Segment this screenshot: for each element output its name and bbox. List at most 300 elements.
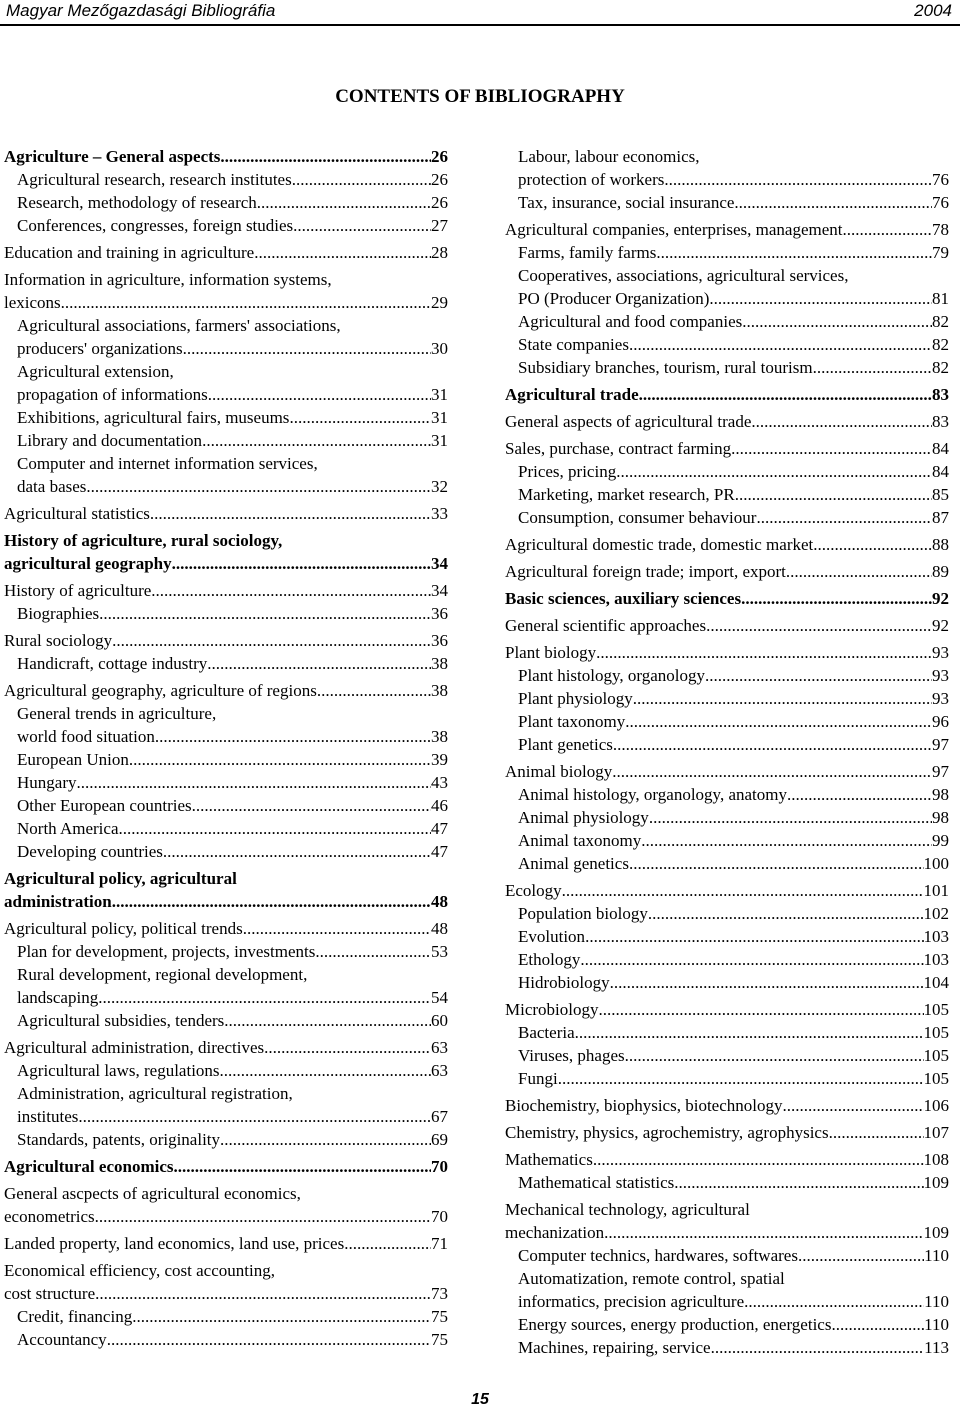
toc-entry-line [505, 1221, 949, 1244]
toc-entry-text: protection of workers [518, 170, 665, 189]
toc-page-number: 96 [932, 712, 949, 731]
toc-entry-text: Mathematics [505, 1150, 593, 1169]
toc-entry-text: European Union [17, 750, 129, 769]
toc-entry-text: Ethology [518, 950, 581, 969]
toc-page-number: 63 [431, 1061, 448, 1080]
toc-page-number: 97 [932, 762, 949, 781]
toc-entry-text: Consumption, consumer behaviour [518, 508, 757, 527]
toc-entry[interactable] [4, 748, 448, 771]
toc-entry-text: Plant histology, organology [518, 666, 705, 685]
toc-page-number: 26 [431, 147, 448, 166]
toc-page-number: 110 [924, 1246, 949, 1265]
toc-entry-text: Agricultural statistics [4, 504, 150, 523]
toc-entry[interactable] [505, 264, 949, 310]
toc-entry-text: Agriculture – General aspects [4, 147, 221, 166]
toc-entry-text: Agricultural administration, directives [4, 1038, 265, 1057]
dot-leader [664, 168, 932, 191]
toc-entry[interactable] [505, 614, 949, 637]
toc-entry-text: Computer technics, hardwares, softwares [518, 1246, 798, 1265]
dot-leader [112, 890, 431, 913]
toc-entry-text: Ecology [505, 881, 562, 900]
toc-entry[interactable] [505, 1148, 949, 1171]
toc-entry-text: Agricultural foreign trade; import, export [505, 562, 786, 581]
toc-entry[interactable] [4, 145, 448, 168]
toc-page-number: 70 [431, 1207, 448, 1226]
dot-leader [172, 552, 431, 575]
toc-entry-text: econometrics [4, 1207, 95, 1226]
toc-entry-line [4, 1128, 448, 1151]
toc-entry-line [4, 429, 448, 452]
toc-entry-line [4, 867, 448, 890]
dot-leader [76, 771, 431, 794]
toc-entry[interactable] [4, 679, 448, 702]
toc-entry-text: Tax, insurance, social insurance [518, 193, 735, 212]
toc-entry-line [505, 333, 949, 356]
toc-entry[interactable] [505, 383, 949, 406]
toc-entry-text: Exhibitions, agricultural fairs, museums [17, 408, 290, 427]
toc-entry-text: Administration, agricultural registration, [17, 1084, 293, 1103]
toc-entry-line [4, 629, 448, 652]
toc-entry[interactable] [4, 1082, 448, 1128]
toc-entry[interactable] [505, 241, 949, 264]
toc-entry[interactable] [505, 1021, 949, 1044]
toc-page-number: 109 [923, 1173, 949, 1192]
toc-entry[interactable] [4, 579, 448, 602]
toc-page-number: 81 [932, 289, 949, 308]
toc-entry-text: Energy sources, energy production, energetics [518, 1315, 832, 1334]
toc-entry[interactable] [505, 710, 949, 733]
toc-entry[interactable] [505, 587, 949, 610]
toc-entry[interactable] [505, 218, 949, 241]
dot-leader [610, 971, 924, 994]
toc-entry[interactable] [4, 1009, 448, 1032]
toc-page-number: 32 [431, 477, 448, 496]
toc-page-number: 82 [932, 358, 949, 377]
toc-entry-line [505, 710, 949, 733]
toc-entry-line [505, 829, 949, 852]
toc-entry-line [4, 771, 448, 794]
toc-entry[interactable] [4, 602, 448, 625]
toc-entry[interactable] [4, 629, 448, 652]
dot-leader [782, 1094, 923, 1117]
toc-entry-line [505, 1244, 949, 1267]
toc-page-number: 76 [932, 170, 949, 189]
dot-leader [744, 1290, 924, 1313]
toc-entry-text: data bases [17, 477, 87, 496]
toc-entry-line [4, 1305, 448, 1328]
toc-entry[interactable] [4, 1328, 448, 1351]
toc-entry[interactable] [4, 241, 448, 264]
toc-entry-text: Agricultural research, research institutes [17, 170, 292, 189]
dot-leader [575, 1021, 924, 1044]
toc-entry-line [4, 268, 448, 291]
dot-leader [709, 287, 932, 310]
toc-entry-line [505, 437, 949, 460]
toc-entry-text: Animal biology [505, 762, 613, 781]
toc-entry-line [4, 986, 448, 1009]
toc-entry-text: Plant biology [505, 643, 597, 662]
toc-page-number: 79 [932, 243, 949, 262]
toc-entry-line [4, 679, 448, 702]
dot-leader [742, 310, 932, 333]
toc-entry-line [4, 502, 448, 525]
toc-page-number: 46 [431, 796, 448, 815]
toc-entry[interactable] [4, 429, 448, 452]
toc-entry[interactable] [4, 268, 448, 314]
toc-entry[interactable] [505, 829, 949, 852]
dot-leader [174, 1155, 432, 1178]
toc-entry[interactable] [505, 1267, 949, 1313]
dot-leader [257, 191, 431, 214]
toc-entry[interactable] [4, 214, 448, 237]
toc-entry-line [4, 145, 448, 168]
toc-entry[interactable] [505, 506, 949, 529]
toc-entry-text: Accountancy [17, 1330, 107, 1349]
toc-entry[interactable] [4, 1232, 448, 1255]
toc-page-number: 70 [431, 1157, 448, 1176]
toc-entry[interactable] [4, 940, 448, 963]
toc-entry-line [505, 310, 949, 333]
toc-entry[interactable] [505, 1171, 949, 1194]
toc-page-number: 36 [431, 631, 448, 650]
toc-entry-text: Information in agriculture, information systems, [4, 270, 332, 289]
dot-leader [183, 337, 431, 360]
dot-leader [558, 1067, 924, 1090]
header-title: Magyar Mezőgazdasági Bibliográfia [6, 1, 276, 20]
toc-entry-text: North America [17, 819, 119, 838]
toc-page-number: 105 [923, 1046, 949, 1065]
toc-entry[interactable] [4, 1305, 448, 1328]
toc-entry[interactable] [4, 840, 448, 863]
toc-entry-line [505, 460, 949, 483]
toc-entry-text: Hungary [17, 773, 77, 792]
toc-entry[interactable] [4, 1259, 448, 1305]
toc-page-number: 26 [431, 193, 448, 212]
toc-entry[interactable] [4, 502, 448, 525]
dot-leader [562, 879, 924, 902]
toc-page-number: 110 [924, 1315, 949, 1334]
toc-entry[interactable] [505, 998, 949, 1021]
toc-entry-line [4, 1259, 448, 1282]
toc-entry-line [4, 1009, 448, 1032]
toc-entry-text: Biochemistry, biophysics, biotechnology [505, 1096, 783, 1115]
toc-entry-text: institutes [17, 1107, 79, 1126]
toc-entry[interactable] [505, 852, 949, 875]
toc-entry-line [4, 1036, 448, 1059]
toc-page-number: 105 [923, 1000, 949, 1019]
toc-entry-line [505, 533, 949, 556]
toc-page-number: 88 [932, 535, 949, 554]
toc-entry-line [505, 168, 949, 191]
dot-leader [648, 902, 924, 925]
toc-entry[interactable] [4, 314, 448, 360]
toc-entry-line [505, 998, 949, 1021]
toc-entry-line [505, 560, 949, 583]
toc-entry-line [4, 1282, 448, 1305]
toc-entry-line [505, 664, 949, 687]
toc-entry[interactable] [505, 310, 949, 333]
toc-page-number: 63 [431, 1038, 448, 1057]
dot-leader [254, 241, 431, 264]
toc-entry-text: informatics, precision agriculture [518, 1292, 745, 1311]
toc-entry[interactable] [4, 794, 448, 817]
toc-page-number: 99 [932, 831, 949, 850]
toc-page-number: 30 [431, 339, 448, 358]
dot-leader [625, 1044, 924, 1067]
toc-entry-line [4, 475, 448, 498]
toc-entry-text: administration [4, 892, 112, 911]
toc-entry[interactable] [505, 191, 949, 214]
dot-leader [224, 1009, 431, 1032]
toc-page-number: 97 [932, 735, 949, 754]
toc-entry-text: Landed property, land economics, land use, prices [4, 1234, 345, 1253]
toc-entry-line [4, 1082, 448, 1105]
toc-entry-line [505, 806, 949, 829]
toc-entry[interactable] [505, 483, 949, 506]
toc-entry-text: Developing countries [17, 842, 163, 861]
toc-page-number: 43 [431, 773, 448, 792]
toc-entry[interactable] [4, 1059, 448, 1082]
toc-entry[interactable] [505, 733, 949, 756]
toc-entry[interactable] [4, 529, 448, 575]
toc-entry-line [505, 1198, 949, 1221]
toc-entry[interactable] [4, 917, 448, 940]
toc-entry[interactable] [505, 1094, 949, 1117]
running-header [0, 0, 960, 23]
toc-entry-line [505, 614, 949, 637]
toc-entry-text: PO (Producer Organization) [518, 289, 710, 308]
toc-entry-text: Animal taxonomy [518, 831, 642, 850]
toc-entry[interactable] [505, 410, 949, 433]
toc-entry-line [505, 1148, 949, 1171]
toc-entry-line [4, 383, 448, 406]
toc-entry-line [505, 1067, 949, 1090]
toc-page-number: 100 [923, 854, 949, 873]
toc-entry[interactable] [505, 902, 949, 925]
toc-entry-text: Agricultural associations, farmers' associations, [17, 316, 341, 335]
toc-page-number: 82 [932, 335, 949, 354]
dot-leader [641, 829, 932, 852]
dot-leader [112, 629, 431, 652]
toc-entry-line [4, 1205, 448, 1228]
toc-entry-line [505, 971, 949, 994]
toc-entry-text: Chemistry, physics, agrochemistry, agrophysics [505, 1123, 829, 1142]
toc-entry[interactable] [505, 664, 949, 687]
toc-entry[interactable] [4, 652, 448, 675]
toc-entry-text: Biographies [17, 604, 100, 623]
toc-entry[interactable] [505, 460, 949, 483]
dot-leader [731, 437, 932, 460]
toc-entry-line [505, 1094, 949, 1117]
dot-leader [107, 1328, 431, 1351]
dot-leader [734, 191, 932, 214]
dot-leader [78, 1105, 431, 1128]
toc-page-number: 83 [932, 385, 949, 404]
toc-entry-text: Bacteria [518, 1023, 575, 1042]
toc-entry[interactable] [505, 806, 949, 829]
toc-entry[interactable] [505, 925, 949, 948]
dot-leader [735, 483, 932, 506]
dot-leader [649, 806, 932, 829]
toc-entry[interactable] [505, 560, 949, 583]
toc-entry-text: propagation of informations [17, 385, 208, 404]
toc-entry[interactable] [4, 168, 448, 191]
toc-page-number: 38 [431, 681, 448, 700]
toc-entry-line [4, 748, 448, 771]
toc-entry[interactable] [505, 533, 949, 556]
toc-entry[interactable] [4, 963, 448, 1009]
toc-entry-text: lexicons [4, 293, 61, 312]
toc-page-number: 75 [431, 1330, 448, 1349]
toc-page-number: 103 [923, 927, 949, 946]
toc-entry-text: agricultural geography [4, 554, 172, 573]
toc-entry-text: General trends in agriculture, [17, 704, 217, 723]
toc-entry-text: General ascpects of agricultural economics, [4, 1184, 301, 1203]
toc-entry-line [4, 890, 448, 913]
toc-entry-line [505, 1121, 949, 1144]
toc-entry[interactable] [505, 1121, 949, 1144]
toc-entry-text: Agricultural laws, regulations [17, 1061, 220, 1080]
page-title: CONTENTS OF BIBLIOGRAPHY [335, 86, 625, 107]
toc-entry-text: Plant genetics [518, 735, 613, 754]
dot-leader [293, 214, 431, 237]
dot-leader [151, 579, 431, 602]
toc-entry-line [4, 168, 448, 191]
toc-entry-line [505, 1290, 949, 1313]
dot-leader [741, 587, 932, 610]
toc-entry[interactable] [505, 1244, 949, 1267]
toc-entry-line [505, 852, 949, 875]
dot-leader [786, 560, 932, 583]
toc-entry-text: Prices, pricing [518, 462, 617, 481]
toc-page-number: 60 [431, 1011, 448, 1030]
dot-leader [596, 641, 932, 664]
toc-page-number: 106 [923, 1096, 949, 1115]
toc-entry[interactable] [4, 702, 448, 748]
toc-entry[interactable] [505, 145, 949, 191]
toc-entry-text: Agricultural trade [505, 385, 639, 404]
toc-entry-text: Farms, family farms [518, 243, 657, 262]
toc-entry-text: Plan for development, projects, investments [17, 942, 316, 961]
toc-entry[interactable] [505, 879, 949, 902]
toc-page-number: 109 [923, 1223, 949, 1242]
toc-page-number: 85 [932, 485, 949, 504]
toc-entry-text: Plant taxonomy [518, 712, 626, 731]
toc-entry-text: Library and documentation [17, 431, 203, 450]
dot-leader [243, 917, 431, 940]
toc-entry-line [4, 241, 448, 264]
toc-page-number: 103 [923, 950, 949, 969]
dot-leader [656, 241, 932, 264]
toc-entry[interactable] [505, 971, 949, 994]
toc-left-column [4, 145, 448, 1351]
toc-entry-text: Microbiology [505, 1000, 599, 1019]
toc-entry-text: Conferences, congresses, foreign studies [17, 216, 294, 235]
dot-leader [163, 840, 431, 863]
toc-entry[interactable] [505, 1336, 949, 1359]
toc-page-number: 110 [924, 1292, 949, 1311]
toc-entry-line [505, 356, 949, 379]
toc-entry-line [505, 783, 949, 806]
toc-entry-text: cost structure [4, 1284, 96, 1303]
toc-page-number: 27 [431, 216, 448, 235]
toc-page-number: 75 [431, 1307, 448, 1326]
dot-leader [813, 356, 932, 379]
toc-entry[interactable] [505, 783, 949, 806]
toc-entry[interactable] [4, 1182, 448, 1228]
toc-page-number: 28 [431, 243, 448, 262]
toc-entry-line [4, 1328, 448, 1351]
toc-entry-line [505, 948, 949, 971]
dot-leader [843, 218, 932, 241]
dot-leader [711, 1336, 925, 1359]
dot-leader [315, 940, 431, 963]
toc-entry[interactable] [4, 191, 448, 214]
toc-page-number: 83 [932, 412, 949, 431]
dot-leader [99, 602, 431, 625]
toc-entry-text: Research, methodology of research [17, 193, 257, 212]
toc-entry[interactable] [4, 867, 448, 913]
toc-entry[interactable] [4, 817, 448, 840]
dot-leader [629, 333, 932, 356]
toc-entry-line [4, 529, 448, 552]
toc-entry-text: History of agriculture [4, 581, 152, 600]
dot-leader [292, 168, 431, 191]
toc-entry[interactable] [505, 437, 949, 460]
dot-leader [192, 794, 431, 817]
dot-leader [604, 1221, 923, 1244]
dot-leader [155, 725, 431, 748]
toc-entry[interactable] [505, 641, 949, 664]
toc-entry[interactable] [4, 1036, 448, 1059]
dot-leader [580, 948, 923, 971]
toc-entry-line [4, 1105, 448, 1128]
toc-entry[interactable] [4, 452, 448, 498]
toc-entry[interactable] [505, 356, 949, 379]
toc-entry-line [4, 840, 448, 863]
toc-entry-text: Agricultural and food companies [518, 312, 743, 331]
toc-entry-text: Agricultural subsidies, tenders [17, 1011, 225, 1030]
toc-entry[interactable] [505, 333, 949, 356]
toc-entry[interactable] [505, 760, 949, 783]
toc-page-number: 107 [923, 1123, 949, 1142]
toc-entry-line [505, 760, 949, 783]
toc-entry[interactable] [4, 771, 448, 794]
toc-entry[interactable] [505, 687, 949, 710]
dot-leader [289, 406, 431, 429]
toc-entry-line [4, 1155, 448, 1178]
toc-entry-line [4, 1232, 448, 1255]
toc-entry[interactable] [505, 948, 949, 971]
toc-entry[interactable] [4, 1155, 448, 1178]
toc-entry-line [4, 579, 448, 602]
toc-entry[interactable] [4, 360, 448, 406]
toc-entry-text: Computer and internet information services, [17, 454, 318, 473]
toc-entry[interactable] [505, 1044, 949, 1067]
toc-entry-text: Credit, financing [17, 1307, 133, 1326]
dot-leader [208, 383, 431, 406]
dot-leader [95, 1205, 431, 1228]
toc-entry[interactable] [505, 1067, 949, 1090]
toc-page-number: 92 [932, 616, 949, 635]
toc-entry-line [4, 291, 448, 314]
dot-leader [220, 145, 431, 168]
toc-entry[interactable] [4, 1128, 448, 1151]
toc-entry-text: world food situation [17, 727, 155, 746]
toc-entry[interactable] [505, 1313, 949, 1336]
toc-entry[interactable] [4, 406, 448, 429]
toc-entry[interactable] [505, 1198, 949, 1244]
